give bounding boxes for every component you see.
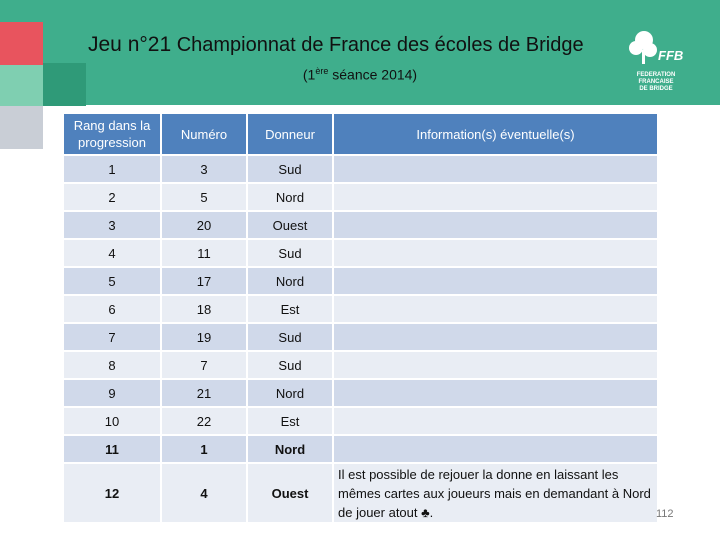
- cell-numero: 17: [162, 268, 246, 294]
- logo-line-3: DE BRIDGE: [639, 86, 673, 92]
- slide-subtitle: [0, 66, 720, 83]
- cell-donneur: Est: [248, 296, 332, 322]
- cell-numero: 4: [162, 464, 246, 522]
- cell-info: [334, 352, 657, 378]
- cell-numero: 7: [162, 352, 246, 378]
- deals-table: [62, 112, 659, 524]
- decor-square-red: [0, 22, 43, 65]
- table-row: [64, 436, 657, 462]
- cell-numero: 11: [162, 240, 246, 266]
- ffb-logo: [626, 28, 686, 94]
- table-row: [64, 408, 657, 434]
- cell-info: [334, 296, 657, 322]
- col-header-numero: Numéro: [162, 114, 246, 154]
- table-row: [64, 296, 657, 322]
- cell-rang: 5: [64, 268, 160, 294]
- cell-info: [334, 268, 657, 294]
- logo-mark: FFB: [658, 48, 684, 63]
- cell-info: [334, 324, 657, 350]
- slide-title: [88, 33, 638, 57]
- subtitle-pre: (1: [302, 66, 316, 83]
- cell-numero: 19: [162, 324, 246, 350]
- cell-rang: 4: [64, 240, 160, 266]
- cell-rang: 10: [64, 408, 160, 434]
- table-row: [64, 240, 657, 266]
- decor-square-gray: [0, 106, 43, 149]
- table-row: [64, 464, 657, 522]
- cell-numero: 22: [162, 408, 246, 434]
- col-header-info: Information(s) éventuelle(s): [334, 114, 657, 154]
- cell-numero: 20: [162, 212, 246, 238]
- cell-rang: 1: [64, 156, 160, 182]
- cell-rang: 2: [64, 184, 160, 210]
- cell-info: Il est possible de rejouer la donne en laissant les mêmes cartes aux joueurs mais en demandant à Nord de jouer atout ♣.: [334, 464, 657, 522]
- cell-donneur: Sud: [248, 352, 332, 378]
- cell-info: [334, 436, 657, 462]
- cell-donneur: Sud: [248, 240, 332, 266]
- cell-donneur: Sud: [248, 156, 332, 182]
- table-row: [64, 212, 657, 238]
- page-number: 112: [656, 508, 674, 520]
- subtitle-post: séance 2014): [328, 66, 418, 83]
- cell-info: [334, 380, 657, 406]
- table-row: [64, 184, 657, 210]
- cell-info: [334, 240, 657, 266]
- cell-rang: 3: [64, 212, 160, 238]
- cell-rang: 11: [64, 436, 160, 462]
- col-header-rang: Rang dans la progression: [64, 114, 160, 154]
- subtitle-sup: ère: [315, 66, 329, 76]
- cell-donneur: Nord: [248, 184, 332, 210]
- logo-text: [626, 72, 686, 93]
- title-text: Championnat de France des écoles de Bridge: [171, 34, 584, 56]
- cell-numero: 21: [162, 380, 246, 406]
- cell-rang: 8: [64, 352, 160, 378]
- cell-numero: 3: [162, 156, 246, 182]
- cell-donneur: Nord: [248, 380, 332, 406]
- cell-donneur: Sud: [248, 324, 332, 350]
- cell-info: [334, 156, 657, 182]
- table-row: [64, 268, 657, 294]
- table-row: [64, 352, 657, 378]
- cell-info: [334, 408, 657, 434]
- logo-line-2: FRANCAISE: [638, 79, 674, 85]
- cell-rang: 7: [64, 324, 160, 350]
- cell-donneur: Ouest: [248, 212, 332, 238]
- cell-info: [334, 184, 657, 210]
- logo-line-1: FEDERATION: [636, 72, 676, 78]
- cell-numero: 5: [162, 184, 246, 210]
- cell-donneur: Nord: [248, 268, 332, 294]
- cell-donneur: Est: [248, 408, 332, 434]
- cell-rang: 9: [64, 380, 160, 406]
- cell-info: [334, 212, 657, 238]
- col-header-donneur: Donneur: [248, 114, 332, 154]
- table-row: [64, 156, 657, 182]
- cell-numero: 1: [162, 436, 246, 462]
- table-header-row: [64, 114, 657, 154]
- cell-donneur: Ouest: [248, 464, 332, 522]
- table-row: [64, 324, 657, 350]
- cell-rang: 6: [64, 296, 160, 322]
- table-row: [64, 380, 657, 406]
- cell-rang: 12: [64, 464, 160, 522]
- title-game-number: Jeu n°21: [88, 33, 172, 56]
- cell-numero: 18: [162, 296, 246, 322]
- ffb-logo-icon: [626, 28, 686, 72]
- cell-donneur: Nord: [248, 436, 332, 462]
